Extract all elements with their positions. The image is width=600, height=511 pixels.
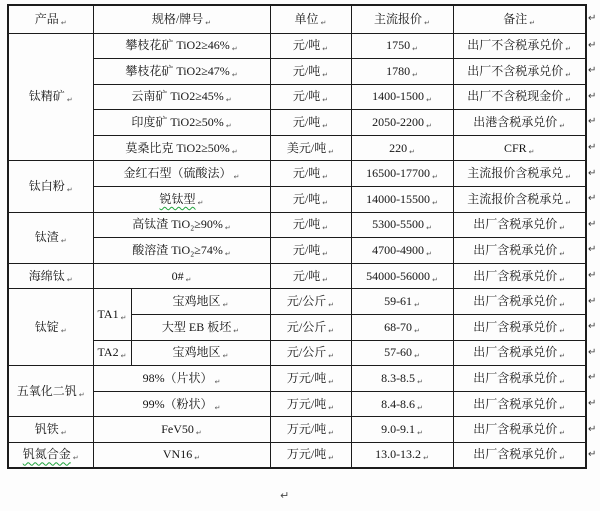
cell-product [8,263,93,289]
spec-label: 云南矿 TiO2≥45% [131,89,224,104]
price-label: 54000-56000 [366,268,431,283]
cell-end-mark: ↵ [185,275,192,284]
note-label: 出厂不含税现金价 [467,89,564,104]
table-row [8,289,586,315]
row-end-mark: ↵ [588,65,597,77]
unit-label: 元/吨 [292,166,321,181]
cell-end-mark: ↵ [412,45,418,54]
cell-end-mark: ↵ [224,224,231,233]
unit-label: 元/吨 [292,114,321,129]
row-end-mark: ↵ [588,398,597,409]
cell-price [351,238,453,264]
spec-label: 攀枝花矿 TiO2≥46% [125,38,230,53]
cell-note [453,33,586,59]
cell-end-mark: ↵ [565,198,572,207]
cell-end-mark: ↵ [66,275,73,284]
row-end-mark: ↵ [588,90,597,102]
cell-product [8,417,93,443]
table-row [8,417,586,443]
note-label: 主流报价含税承兑 [467,191,564,206]
cell-end-mark: ↵ [72,454,79,463]
cell-end-mark: ↵ [328,301,335,310]
cell-note [453,59,586,85]
spec-label: 高钛渣 TiO₂≥90% [132,217,223,232]
cell-spec [93,366,270,392]
cell-price [351,391,453,417]
cell-spec [131,289,270,315]
cell-spec [93,187,270,213]
cell-end-mark: ↵ [412,70,418,79]
unit-label: 万元/吨 [286,370,327,385]
cell-spec [131,315,270,341]
spec-label: 攀枝花矿 TiO2≥47% [125,63,230,78]
header-unit-label: 单位 [294,11,319,26]
header-spec-label: 规格/牌号 [151,11,204,26]
price-label: 14000-15500 [366,191,431,206]
spec-label: VN16 [162,447,193,462]
cell-note [453,315,586,341]
cell-price [351,417,453,443]
spec-label: 酸溶渣 TiO₂≥74% [132,242,223,257]
cell-price [351,212,453,238]
spec-label: 锐钛型 [159,191,196,206]
cell-end-mark: ↵ [565,45,572,54]
row-end-mark: ↵ [588,295,597,307]
product-label: 五氧化二钒 [16,383,77,398]
note-label: 出厂不含税承兑价 [467,63,564,78]
table-row [8,33,586,59]
unit-label: 元/吨 [292,217,321,232]
unit-label: 元/吨 [292,242,321,257]
row-end-mark: ↵ [588,218,597,230]
cell-end-mark: ↵ [233,173,240,182]
cell-end-mark: ↵ [328,326,335,335]
ta-grade-label: TA1 [97,306,119,321]
spec-label: 印度矿 TiO2≥50% [131,114,224,129]
cell-price [351,289,453,315]
cell-spec [93,84,270,110]
cell-end-mark: ↵ [60,429,67,438]
cell-end-mark: ↵ [231,45,238,54]
cell-product [8,33,93,161]
row-end-mark: ↵ [588,167,597,179]
cell-spec [93,135,270,161]
cell-end-mark: ↵ [231,70,238,79]
cell-end-mark: ↵ [529,18,536,27]
cell-unit [270,315,351,341]
cell-unit [270,443,351,469]
cell-price [351,84,453,110]
cell-end-mark: ↵ [328,377,335,386]
paragraph-mark: ↵ [280,489,290,502]
cell-end-mark: ↵ [559,326,566,335]
cell-product [8,443,93,469]
note-label: 主流报价含税承兑 [467,166,564,181]
cell-price [351,135,453,161]
cell-end-mark: ↵ [78,390,85,399]
spec-label: 0# [171,268,184,283]
cell-note [453,161,586,187]
cell-end-mark: ↵ [426,121,432,130]
cell-end-mark: ↵ [194,454,201,463]
product-label: 钛白粉 [28,178,65,193]
cell-end-mark: ↵ [322,224,329,233]
cell-spec [93,391,270,417]
product-label: 海绵钛 [28,268,65,283]
row-end-mark: ↵ [588,270,597,282]
header-price [351,5,453,33]
note-label: 出厂含税承兑价 [473,217,558,232]
price-label: 13.0-13.2 [375,447,422,462]
price-table [7,4,587,469]
header-spec [93,5,270,33]
row-end-mark: ↵ [588,449,597,461]
cell-end-mark: ↵ [565,96,572,105]
cell-end-mark: ↵ [66,185,73,194]
cell-end-mark: ↵ [233,326,240,335]
cell-product [8,212,93,263]
cell-end-mark: ↵ [432,275,438,284]
cell-end-mark: ↵ [328,147,335,156]
note-label: 出厂含税承兑价 [473,370,558,385]
table-row [8,340,586,366]
product-label: 钛锭 [34,319,59,334]
cell-end-mark: ↵ [322,173,329,182]
cell-product [8,289,93,366]
row-end-mark: ↵ [588,142,597,154]
cell-spec [93,417,270,443]
price-label: 9.0-9.1 [381,422,416,437]
header-unit [270,5,351,33]
cell-end-mark: ↵ [409,147,415,156]
table-row [8,161,586,187]
price-label: 4700-4900 [372,242,425,257]
spec-label: 金红石型（硫酸法） [123,166,232,181]
unit-label: 元/吨 [292,268,321,283]
cell-end-mark: ↵ [205,18,212,27]
cell-price [351,263,453,289]
price-label: 2050-2200 [372,114,425,129]
note-label: 出港含税承兑价 [473,114,558,129]
row-end-mark: ↵ [588,12,597,24]
ta-grade-label: TA2 [97,345,119,360]
spec-label: 大型 EB 板坯 [161,319,232,334]
cell-end-mark: ↵ [214,377,221,386]
cell-end-mark: ↵ [322,96,329,105]
unit-label: 元/公斤 [286,319,327,334]
cell-unit [270,391,351,417]
cell-price [351,315,453,341]
header-product [8,5,93,33]
cell-end-mark: ↵ [559,352,566,361]
unit-label: 元/吨 [292,63,321,78]
cell-end-mark: ↵ [120,352,127,361]
cell-unit [270,238,351,264]
table-row [8,84,586,110]
cell-end-mark: ↵ [414,352,420,361]
cell-end-mark: ↵ [322,198,329,207]
header-note-label: 备注 [503,11,528,26]
cell-end-mark: ↵ [559,249,566,258]
cell-unit [270,59,351,85]
product-label: 钒铁 [34,422,59,437]
cell-end-mark: ↵ [320,18,327,27]
cell-end-mark: ↵ [322,70,329,79]
cell-end-mark: ↵ [328,352,335,361]
unit-label: 元/公斤 [286,294,327,309]
cell-note [453,289,586,315]
product-label: 钛精矿 [28,89,65,104]
cell-end-mark: ↵ [559,275,566,284]
row-end-mark: ↵ [588,423,597,435]
cell-end-mark: ↵ [424,18,430,27]
cell-note [453,417,586,443]
cell-product [8,366,93,417]
table-row [8,366,586,392]
spec-label: 宝鸡地区 [172,294,221,309]
table-row [8,391,586,417]
note-label: 出厂含税承兑价 [473,294,558,309]
table-row [8,443,586,469]
cell-unit [270,417,351,443]
price-label: 59-61 [384,294,413,309]
cell-end-mark: ↵ [565,70,572,79]
row-end-marks [588,4,596,467]
price-label: 220 [389,140,408,155]
unit-label: 美元/吨 [286,140,327,155]
cell-price [351,33,453,59]
cell-end-mark: ↵ [225,121,232,130]
cell-spec [93,33,270,59]
cell-note [453,84,586,110]
cell-end-mark: ↵ [60,326,67,335]
cell-end-mark: ↵ [322,249,329,258]
cell-end-mark: ↵ [559,403,566,412]
spec-label: 98%（片状） [142,370,213,385]
cell-note [453,187,586,213]
cell-end-mark: ↵ [559,224,566,233]
cell-unit [270,135,351,161]
cell-end-mark: ↵ [426,96,432,105]
table-row [8,212,586,238]
cell-end-mark: ↵ [322,275,329,284]
cell-unit [270,263,351,289]
cell-unit [270,33,351,59]
header-product-label: 产品 [34,11,59,26]
note-label: 出厂含税承兑价 [473,447,558,462]
cell-end-mark: ↵ [559,429,566,438]
cell-note [453,135,586,161]
cell-product [8,161,93,212]
cell-end-mark: ↵ [328,454,335,463]
table-row [8,187,586,213]
cell-end-mark: ↵ [60,18,67,27]
cell-end-mark: ↵ [528,147,535,156]
cell-end-mark: ↵ [417,403,423,412]
cell-end-mark: ↵ [432,198,438,207]
cell-note [453,340,586,366]
cell-end-mark: ↵ [328,429,335,438]
cell-note [453,263,586,289]
cell-end-mark: ↵ [559,301,566,310]
spec-label: 99%（粉状） [142,396,213,411]
cell-end-mark: ↵ [417,429,423,438]
unit-label: 元/公斤 [286,345,327,360]
cell-end-mark: ↵ [66,96,73,105]
cell-note [453,110,586,136]
cell-end-mark: ↵ [432,173,438,182]
unit-label: 万元/吨 [286,447,327,462]
note-label: 出厂含税承兑价 [473,242,558,257]
header-price-label: 主流报价 [374,11,423,26]
price-label: 1750 [386,38,411,53]
product-label: 钒氮合金 [22,447,71,462]
unit-label: 万元/吨 [286,396,327,411]
cell-end-mark: ↵ [414,326,420,335]
cell-price [351,340,453,366]
cell-unit [270,212,351,238]
cell-end-mark: ↵ [225,96,232,105]
cell-spec [93,443,270,469]
cell-note [453,366,586,392]
cell-note [453,391,586,417]
note-label: 出厂含税承兑价 [473,396,558,411]
cell-end-mark: ↵ [120,313,127,322]
table-row [8,135,586,161]
cell-price [351,59,453,85]
cell-end-mark: ↵ [417,377,423,386]
cell-end-mark: ↵ [426,224,432,233]
note-label: 出厂不含税承兑价 [467,38,564,53]
cell-end-mark: ↵ [565,173,572,182]
table-row [8,110,586,136]
cell-end-mark: ↵ [222,301,229,310]
price-label: 57-60 [384,345,413,360]
row-end-mark: ↵ [588,321,597,333]
cell-end-mark: ↵ [231,147,238,156]
unit-label: 元/吨 [292,38,321,53]
cell-spec [93,238,270,264]
price-label: 68-70 [384,319,413,334]
cell-unit [270,161,351,187]
table-row [8,263,586,289]
spec-label: 宝鸡地区 [172,345,221,360]
cell-end-mark: ↵ [414,301,420,310]
price-label: 1780 [386,63,411,78]
cell-price [351,161,453,187]
cell-price [351,366,453,392]
cell-end-mark: ↵ [214,403,221,412]
row-end-mark: ↵ [588,244,597,256]
header-row [8,5,586,33]
table-row [8,238,586,264]
cell-price [351,443,453,469]
cell-unit [270,187,351,213]
cell-note [453,212,586,238]
cell-end-mark: ↵ [423,454,429,463]
cell-end-mark: ↵ [559,377,566,386]
cell-price [351,110,453,136]
note-label: CFR [503,140,527,155]
cell-end-mark: ↵ [322,45,329,54]
cell-spec [93,110,270,136]
table-row [8,59,586,85]
unit-label: 万元/吨 [286,422,327,437]
note-label: 出厂含税承兑价 [473,345,558,360]
note-label: 出厂含税承兑价 [473,422,558,437]
cell-end-mark: ↵ [224,249,231,258]
row-end-mark: ↵ [588,116,597,128]
cell-end-mark: ↵ [559,454,566,463]
cell-ta-grade [93,340,131,366]
cell-end-mark: ↵ [426,249,432,258]
cell-unit [270,289,351,315]
cell-price [351,187,453,213]
cell-spec [93,263,270,289]
cell-end-mark: ↵ [559,121,566,130]
spec-label: 莫桑比克 TiO2≥50% [125,140,230,155]
cell-note [453,238,586,264]
unit-label: 元/吨 [292,89,321,104]
note-label: 出厂含税承兑价 [473,319,558,334]
price-label: 5300-5500 [372,217,425,232]
cell-end-mark: ↵ [222,352,229,361]
cell-unit [270,84,351,110]
header-note [453,5,586,33]
spec-label: FeV50 [161,422,194,437]
cell-unit [270,366,351,392]
row-end-mark: ↵ [588,346,597,358]
cell-note [453,443,586,469]
unit-label: 元/吨 [292,191,321,206]
price-label: 8.3-8.5 [381,370,416,385]
cell-spec [93,212,270,238]
cell-spec [131,340,270,366]
price-label: 1400-1500 [372,89,425,104]
price-label: 16500-17700 [366,166,431,181]
cell-end-mark: ↵ [322,121,329,130]
cell-end-mark: ↵ [328,403,335,412]
cell-ta-grade [93,289,131,340]
cell-spec [93,161,270,187]
row-end-mark: ↵ [588,372,597,384]
cell-end-mark: ↵ [197,198,204,207]
price-label: 8.4-8.6 [381,396,416,411]
product-label: 钛渣 [34,230,59,245]
row-end-mark: ↵ [588,193,597,205]
cell-end-mark: ↵ [195,429,202,438]
cell-unit [270,110,351,136]
cell-spec [93,59,270,85]
row-end-mark: ↵ [588,39,597,51]
note-label: 出厂含税承兑价 [473,268,558,283]
cell-end-mark: ↵ [60,237,67,246]
cell-unit [270,340,351,366]
